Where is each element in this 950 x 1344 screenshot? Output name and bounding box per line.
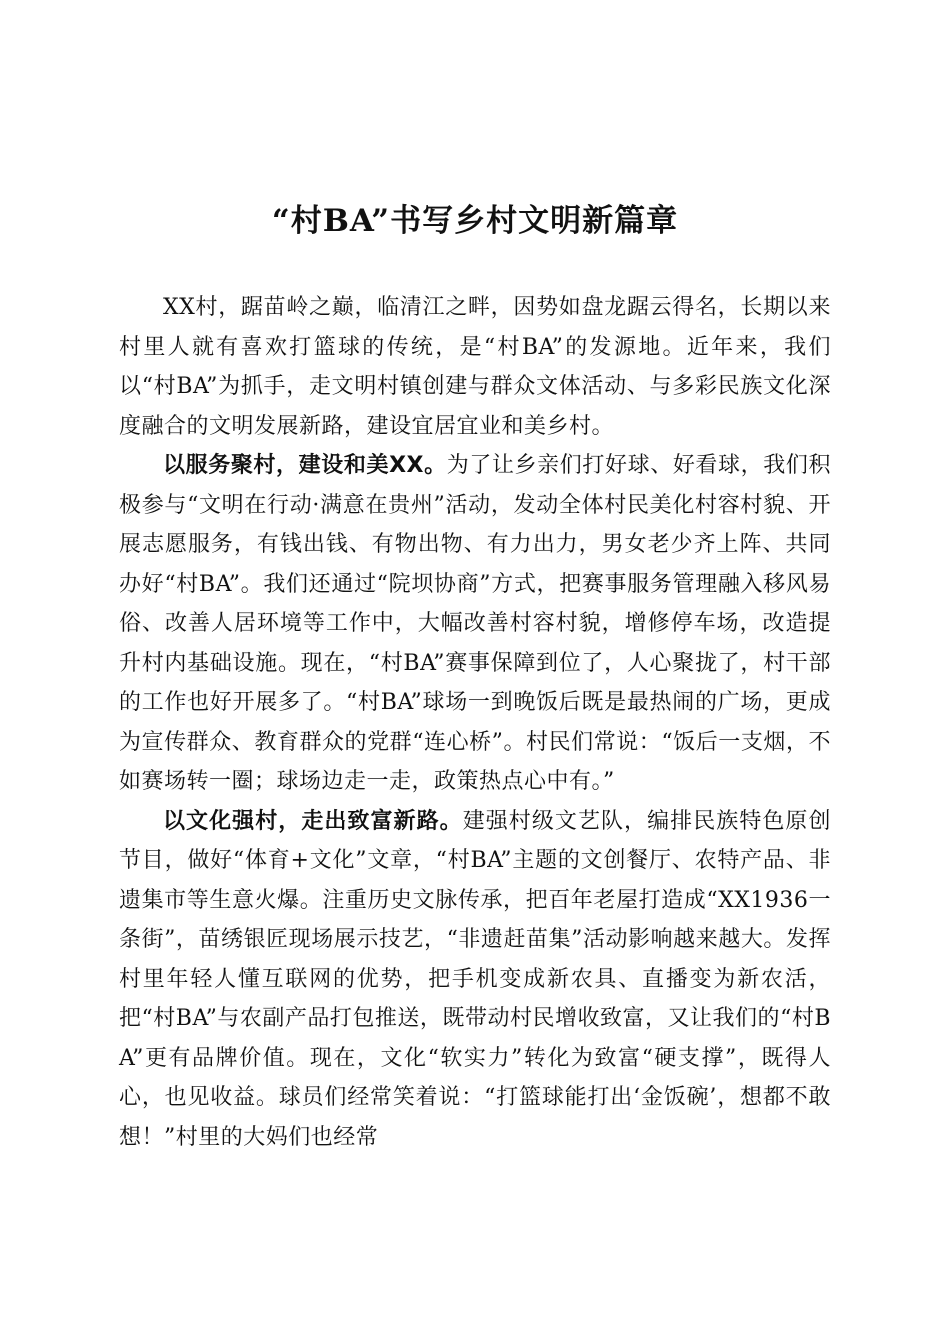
paragraph-service [119,446,831,802]
paragraph-text: 为了让乡亲们打好球、好看球，我们积极参与“文明在行动·满意在贵州”活动，发动全体村民美化村容村貌、开展志愿服务，有钱出钱、有物出物、有力出力，男女老少齐上阵、共同办好“村BA”。我们还通过“院坝协商”方式，把赛事服务管理融入移风易俗、改善人居环境等工作中，大幅改善村容村貌，增修停车场，改造提升村内基础设施。现在，“村BA”赛事保障到位了，人心聚拢了，村干部的工作也好开展多了。“村BA”球场一到晚饭后既是最热闹的广场，更成为宣传群众、教育群众的党群“连心桥”。村民们常说：“饭后一支烟，不如赛场转一圈；球场边走一走，政策热点心中有。” [119,453,831,794]
paragraph-culture [119,802,831,1158]
paragraph-text: XX村，踞苗岭之巅，临清江之畔，因势如盘龙踞云得名，长期以来村里人就有喜欢打篮球的传统，是“村BA”的发源地。近年来，我们以“村BA”为抓手，走文明村镇创建与群众文体活动、与多彩民族文化深度融合的文明发展新路，建设宜居宜业和美乡村。 [119,295,831,439]
paragraph-lead-heading: 以服务聚村，建设和美XX。 [163,453,447,478]
paragraph-intro [119,288,831,446]
paragraph-text: 建强村级文艺队，编排民族特色原创节目，做好“体育+文化”文章，“村BA”主题的文创餐厅、农特产品、非遗集市等生意火爆。注重历史文脉传承，把百年老屋打造成“XX1936一条街”，苗绣银匠现场展示技艺，“非遗赶苗集”活动影响越来越大。发挥村里年轻人懂互联网的优势，把手机变成新农具、直播变为新农活，把“村BA”与农副产品打包推送，既带动村民增收致富，又让我们的“村BA”更有品牌价值。现在，文化“软实力”转化为致富“硬支撑”，既得人心，也见收益。球员们经常笑着说：“打篮球能打出‘金饭碗’，想都不敢想！”村里的大妈们也经常 [119,808,831,1150]
document-title: “村BA”书写乡村文明新篇章 [271,203,679,239]
paragraph-lead-heading: 以文化强村，走出致富新路。 [163,808,463,834]
document-body [119,288,831,1157]
